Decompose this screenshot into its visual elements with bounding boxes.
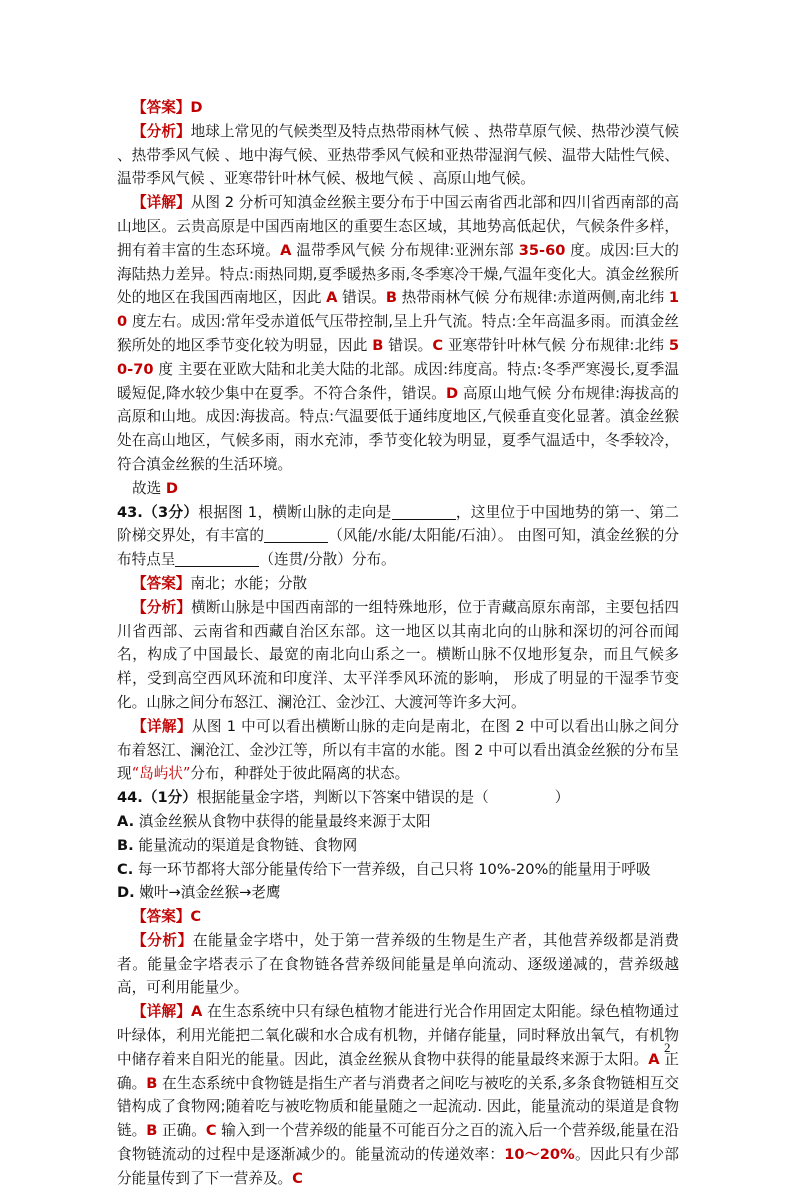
conclusion-prefix: 故选	[132, 479, 166, 497]
conclusion-answer: D	[165, 479, 178, 497]
q42-analysis	[117, 120, 679, 191]
q43-detail	[117, 715, 679, 786]
detail-a-label: A	[191, 1003, 203, 1021]
answer-blank-3[interactable]	[175, 550, 259, 567]
option-text: 每一环节都将大部分能量传给下一营养级，自己只将 10%-20%的能量用于呼吸	[137, 860, 651, 878]
option-label: C.	[117, 860, 134, 878]
detail-b-text-2: 度左右。成因:常年受赤道低气压带控制,呈上升气流。特点:全年高温多雨。而滇金丝猴所处的地区季节变化较为明显，因此	[117, 313, 679, 354]
detail-b-label: B	[146, 1074, 158, 1092]
option-text: 滇金丝猴从食物中获得的能量最终来源于太阳	[138, 812, 431, 830]
page-content	[117, 96, 679, 1191]
q43-answer-line	[117, 572, 679, 596]
option-label: B.	[117, 836, 134, 854]
answer-blank-2[interactable]	[264, 526, 328, 543]
question-stem-4: （连贯/分散）分布。	[259, 551, 396, 569]
option-c	[117, 858, 679, 882]
analysis-text: 横断山脉是中国西南部的一组特殊地形，位于青藏高原东南部，主要包括四川省西部、云南省和西藏自治区东部。这一地区以其南北向的山脉和深切的河谷而闻名，构成了中国最长、最宽的南北向山系之一。横断山脉不仅地形复杂，而且气候多样，受到高空西风环流和印度洋、太平洋季风环流的影响， 形成了明显的干湿季节变化。山脉之间分布怒江、澜沧江、金沙江、大渡河等许多大河。	[117, 598, 679, 711]
option-a	[117, 810, 679, 834]
detail-b-text: 热带雨林气候 分布规律:赤道两侧,南北纬	[397, 289, 669, 307]
option-d	[117, 881, 679, 905]
page-number: 2	[664, 1040, 671, 1055]
detail-text-2: 分布，种群处于彼此隔离的状态。	[190, 765, 410, 783]
detail-b-latitude: 10	[117, 289, 679, 331]
question-stem-end: ）	[554, 789, 570, 807]
detail-c-latitude: 50-70	[117, 336, 680, 378]
detail-tag: 【详解】	[132, 717, 192, 735]
question-stem-1: 根据图 1，横断山脉的走向是	[198, 503, 392, 521]
q42-conclusion	[117, 477, 679, 501]
q44-stem	[117, 786, 679, 810]
answer-blank-1[interactable]	[392, 503, 456, 520]
q42-detail	[117, 191, 679, 477]
q43-analysis	[117, 596, 679, 715]
detail-quote: “岛屿状”	[131, 765, 191, 783]
detail-c-end: C	[292, 1169, 303, 1187]
answer-value: D	[190, 99, 203, 116]
detail-text: 从图 1 中可以看出横断山脉的走向是南北，在图 2 中可以看出山脉之间分布着怒江、澜沧江、金沙江等，所以有丰富的水能。图 2 中可以看出滇金丝猴的分布呈现	[117, 717, 679, 783]
detail-a-wrong: A	[326, 289, 338, 307]
detail-text-5: 输入到一个营养级的能量不可能百分之百的流入后一个营养级,能量在沿食物链流动的过程中是逐渐减少的。能量流动的传递效率：	[117, 1122, 679, 1164]
q42-answer-line	[117, 96, 679, 120]
detail-c-text-2: 度 主要在亚欧大陆和北美大陆的北部。成因:纬度高。特点:冬季严寒漫长,夏季温暖短促,降水较少集中在夏季。不符合条件，错误。	[117, 360, 679, 402]
answer-value: C	[190, 908, 202, 926]
option-c-label: C	[432, 336, 444, 354]
detail-c-label: C	[205, 1122, 217, 1140]
option-text: 能量流动的渠道是食物链、食物网	[138, 836, 358, 854]
q44-detail	[117, 1000, 679, 1190]
detail-tag: 【详解】	[132, 194, 191, 212]
detail-text-6: 。因此只有少部分能量传到了下一营养及。	[117, 1146, 679, 1187]
q44-analysis	[117, 929, 679, 1000]
detail-text-2: 正确。	[117, 1050, 679, 1092]
question-number: 44.	[117, 789, 143, 807]
option-label: D.	[117, 884, 135, 902]
analysis-tag: 【分析】	[132, 122, 191, 140]
answer-value: 南北；水能；分散	[190, 574, 308, 592]
detail-efficiency: 10～20%	[504, 1146, 575, 1164]
answer-tag: 【答案】	[132, 99, 191, 116]
detail-text: 从图 2 分析可知滇金丝猴主要分布于中国云南省西北部和四川省西南部的高山地区。云贵高原是中国西南地区的重要生态区域，其地势高低起伏，气候条件多样，拥有着丰富的生态环境。	[117, 194, 679, 259]
option-b	[117, 834, 679, 858]
question-stem-2: ，这里位于中国地势的第一、第二阶梯交界处，有丰富的	[117, 503, 679, 545]
option-a-label: A	[280, 241, 292, 259]
q43-stem	[117, 501, 679, 572]
detail-c-text: 亚寒带针叶林气候 分布规律:北纬	[443, 336, 669, 354]
detail-b-right: B	[146, 1122, 158, 1140]
analysis-text: 在能量金字塔中，处于第一营养级的生物是生产者，其他营养级都是消费者。能量金字塔表示了在食物链各营养级间能量是单向流动、逐级递减的，营养级越高，可利用能量少。	[117, 931, 679, 997]
q44-answer-line	[117, 905, 679, 929]
detail-text-3: 在生态系统中食物链是指生产者与消费者之间吃与被吃的关系,多条食物链相互交错构成了食物网;随着吃与被吃物质和能量随之一起流动. 因此，能量流动的渠道是食物链。	[117, 1074, 679, 1140]
option-d-label: D	[446, 384, 459, 402]
detail-tag: 【详解】	[132, 1003, 192, 1021]
detail-a-right: A	[648, 1050, 660, 1068]
answer-tag: 【答案】	[132, 574, 191, 592]
detail-a-latitude: 35-60	[518, 241, 566, 259]
answer-tag: 【答案】	[132, 908, 191, 926]
option-text: 嫩叶→滇金丝猴→老鹰	[139, 884, 281, 902]
detail-a-text-2: 度。成因:巨大的海陆热力差异。特点:雨热同期,夏季暖热多雨,冬季寒冷干燥,气温年变化大。滇金丝猴所处的地区在我国西南地区，因此	[117, 241, 679, 307]
question-score: （1分）	[142, 789, 197, 807]
detail-d-text: 高原山地气候 分布规律:海拔高的高原和山地。成因:海拔高。特点:气温要低于通纬度地区,气候垂直变化显著。滇金丝猴处在高山地区，气候多雨，雨水充沛，季节变化较为明显，夏季气温适中，冬季较冷，符合滇金丝猴的生活环境。	[117, 384, 679, 473]
detail-a-text: 温带季风气候 分布规律:亚洲东部	[291, 241, 519, 259]
question-stem: 根据能量金字塔，判断以下答案中错误的是（	[196, 789, 489, 807]
detail-b-wrong: B	[372, 336, 384, 354]
option-label: A.	[117, 812, 135, 830]
question-stem-3: （风能/水能/太阳能/石油）。 由图可知，滇金丝猴的分布特点呈	[117, 527, 679, 569]
detail-text-1: 在生态系统中只有绿色植物才能进行光合作用固定太阳能。绿色植物通过叶绿体，利用光能把二氧化碳和水合成有机物，并储存能量，同时释放出氧气，有机物中储存着来自阳光的能量。因此，滇金丝猴从食物中获得的能量最终来源于太阳。	[117, 1003, 679, 1068]
option-b-label: B	[385, 289, 398, 307]
detail-text-4: 正确。	[157, 1122, 206, 1140]
detail-b-text-3: 错误。	[383, 336, 433, 354]
question-number: 43.	[117, 503, 143, 521]
analysis-text: 地球上常见的气候类型及特点热带雨林气候 、热带草原气候、热带沙漠气候 、热带季风气候 、地中海气候、亚热带季风气候和亚热带湿润气候、温带大陆性气候、温带季风气候 、亚寒带针叶林气候、极地气候 、高原山地气候。	[117, 122, 679, 188]
analysis-tag: 【分析】	[132, 931, 193, 949]
analysis-tag: 【分析】	[132, 598, 192, 616]
detail-a-text-3: 错误。	[337, 289, 386, 307]
question-score: （3分）	[142, 503, 199, 521]
